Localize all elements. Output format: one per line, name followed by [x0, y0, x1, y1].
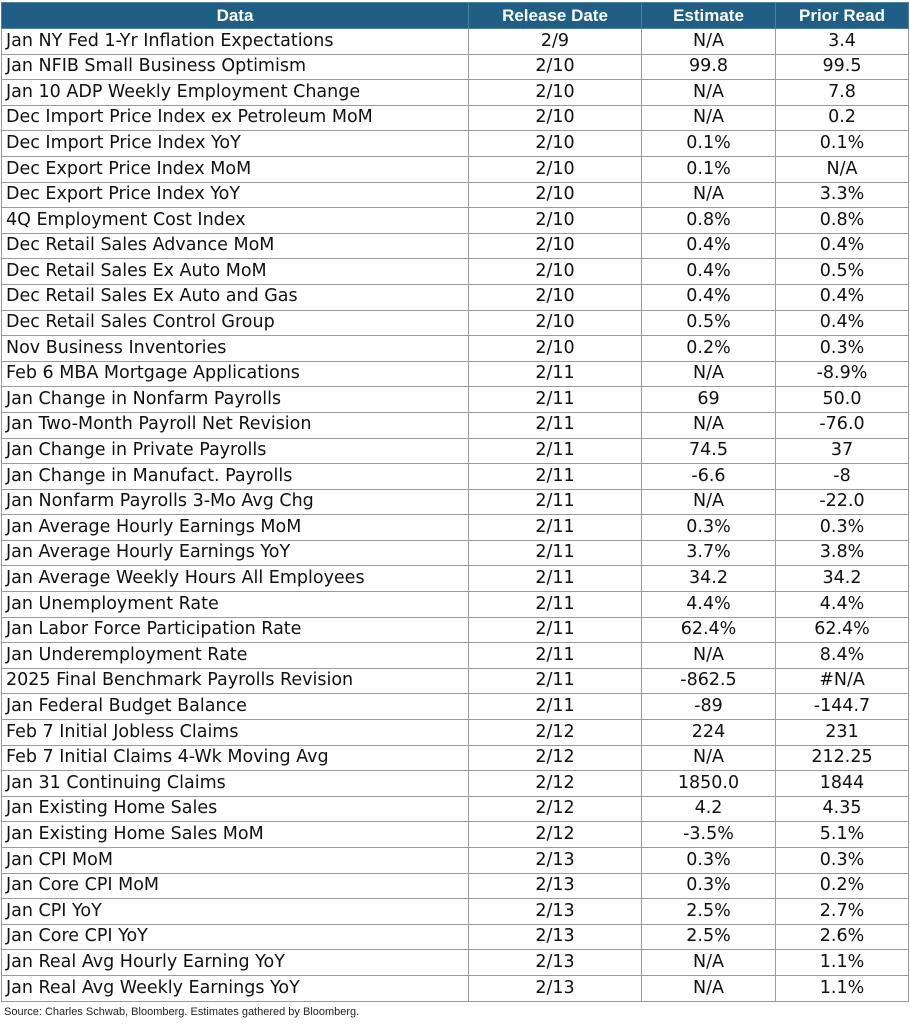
- cell-prior-read: 8.4%: [776, 643, 909, 669]
- table-row: [2, 975, 909, 1001]
- table-row: [2, 822, 909, 848]
- cell-data: Feb 7 Initial Claims 4-Wk Moving Avg: [2, 745, 469, 771]
- cell-release-date: 2/10: [469, 284, 642, 310]
- cell-prior-read: 2.7%: [776, 899, 909, 925]
- cell-estimate: 0.4%: [642, 233, 776, 259]
- cell-data: Jan Labor Force Participation Rate: [2, 617, 469, 643]
- table-row: [2, 617, 909, 643]
- cell-release-date: 2/13: [469, 975, 642, 1001]
- cell-data: Jan Underemployment Rate: [2, 643, 469, 669]
- cell-prior-read: 0.3%: [776, 515, 909, 541]
- cell-estimate: 0.5%: [642, 310, 776, 336]
- cell-prior-read: 0.2: [776, 105, 909, 131]
- cell-estimate: N/A: [642, 950, 776, 976]
- cell-prior-read: 0.3%: [776, 848, 909, 874]
- cell-estimate: 3.7%: [642, 540, 776, 566]
- cell-release-date: 2/10: [469, 336, 642, 362]
- cell-data: Jan Unemployment Rate: [2, 592, 469, 618]
- cell-data: Jan CPI YoY: [2, 899, 469, 925]
- table-row: [2, 899, 909, 925]
- cell-release-date: 2/12: [469, 822, 642, 848]
- table-row: [2, 105, 909, 131]
- table-row: [2, 540, 909, 566]
- cell-prior-read: 3.3%: [776, 182, 909, 208]
- cell-estimate: 4.4%: [642, 592, 776, 618]
- cell-data: Jan Change in Nonfarm Payrolls: [2, 387, 469, 413]
- cell-data: Jan 10 ADP Weekly Employment Change: [2, 80, 469, 106]
- cell-estimate: 224: [642, 720, 776, 746]
- cell-prior-read: 4.35: [776, 796, 909, 822]
- table-row: [2, 515, 909, 541]
- cell-estimate: 0.2%: [642, 336, 776, 362]
- cell-data: Dec Export Price Index MoM: [2, 156, 469, 182]
- table-row: [2, 745, 909, 771]
- cell-prior-read: 37: [776, 438, 909, 464]
- cell-prior-read: 1.1%: [776, 950, 909, 976]
- cell-estimate: 74.5: [642, 438, 776, 464]
- table-row: [2, 361, 909, 387]
- cell-data: Jan Average Weekly Hours All Employees: [2, 566, 469, 592]
- cell-estimate: N/A: [642, 182, 776, 208]
- cell-data: Jan CPI MoM: [2, 848, 469, 874]
- cell-prior-read: 99.5: [776, 54, 909, 80]
- cell-data: Feb 7 Initial Jobless Claims: [2, 720, 469, 746]
- cell-prior-read: 212.25: [776, 745, 909, 771]
- cell-data: Jan Core CPI YoY: [2, 924, 469, 950]
- table-row: [2, 54, 909, 80]
- cell-estimate: N/A: [642, 643, 776, 669]
- cell-data: Jan Change in Manufact. Payrolls: [2, 464, 469, 490]
- cell-estimate: N/A: [642, 80, 776, 106]
- source-note: Source: Charles Schwab, Bloomberg. Estimates gathered by Bloomberg.: [4, 1006, 360, 1018]
- table-row: [2, 771, 909, 797]
- cell-estimate: 0.8%: [642, 208, 776, 234]
- cell-data: 4Q Employment Cost Index: [2, 208, 469, 234]
- cell-estimate: -862.5: [642, 668, 776, 694]
- cell-data: Jan NY Fed 1-Yr Inflation Expectations: [2, 29, 469, 55]
- cell-release-date: 2/11: [469, 617, 642, 643]
- cell-release-date: 2/10: [469, 208, 642, 234]
- table-row: [2, 336, 909, 362]
- cell-estimate: 0.1%: [642, 156, 776, 182]
- cell-prior-read: 3.4: [776, 29, 909, 55]
- cell-estimate: 2.5%: [642, 899, 776, 925]
- cell-release-date: 2/13: [469, 924, 642, 950]
- cell-release-date: 2/12: [469, 796, 642, 822]
- cell-release-date: 2/11: [469, 412, 642, 438]
- cell-release-date: 2/11: [469, 361, 642, 387]
- cell-data: Jan Average Hourly Earnings YoY: [2, 540, 469, 566]
- cell-release-date: 2/10: [469, 233, 642, 259]
- table-row: [2, 156, 909, 182]
- cell-estimate: 2.5%: [642, 924, 776, 950]
- table-row: [2, 284, 909, 310]
- cell-release-date: 2/11: [469, 694, 642, 720]
- table-row: [2, 182, 909, 208]
- cell-data: Jan NFIB Small Business Optimism: [2, 54, 469, 80]
- cell-estimate: 0.3%: [642, 873, 776, 899]
- cell-prior-read: 34.2: [776, 566, 909, 592]
- cell-data: Dec Retail Sales Ex Auto MoM: [2, 259, 469, 285]
- cell-estimate: N/A: [642, 29, 776, 55]
- cell-prior-read: -144.7: [776, 694, 909, 720]
- cell-estimate: 0.3%: [642, 515, 776, 541]
- cell-prior-read: 0.5%: [776, 259, 909, 285]
- cell-estimate: N/A: [642, 975, 776, 1001]
- cell-data: Jan 31 Continuing Claims: [2, 771, 469, 797]
- cell-data: Dec Import Price Index ex Petroleum MoM: [2, 105, 469, 131]
- economic-calendar-table: [1, 2, 909, 1002]
- cell-prior-read: 0.4%: [776, 233, 909, 259]
- cell-prior-read: 231: [776, 720, 909, 746]
- cell-release-date: 2/9: [469, 29, 642, 55]
- cell-release-date: 2/11: [469, 643, 642, 669]
- cell-release-date: 2/12: [469, 745, 642, 771]
- cell-release-date: 2/13: [469, 899, 642, 925]
- cell-estimate: 4.2: [642, 796, 776, 822]
- cell-prior-read: 1844: [776, 771, 909, 797]
- cell-estimate: -89: [642, 694, 776, 720]
- cell-release-date: 2/11: [469, 540, 642, 566]
- cell-release-date: 2/11: [469, 387, 642, 413]
- cell-data: Jan Average Hourly Earnings MoM: [2, 515, 469, 541]
- cell-prior-read: 1.1%: [776, 975, 909, 1001]
- table-row: [2, 233, 909, 259]
- table-row: [2, 694, 909, 720]
- header-estimate: Estimate: [642, 3, 776, 29]
- cell-release-date: 2/10: [469, 182, 642, 208]
- cell-release-date: 2/13: [469, 848, 642, 874]
- cell-data: Jan Federal Budget Balance: [2, 694, 469, 720]
- header-prior-read: Prior Read: [776, 3, 909, 29]
- table-row: [2, 208, 909, 234]
- cell-release-date: 2/11: [469, 464, 642, 490]
- cell-estimate: 0.4%: [642, 259, 776, 285]
- cell-estimate: 0.1%: [642, 131, 776, 157]
- cell-data: Dec Retail Sales Ex Auto and Gas: [2, 284, 469, 310]
- cell-release-date: 2/10: [469, 156, 642, 182]
- cell-estimate: 0.3%: [642, 848, 776, 874]
- cell-prior-read: 62.4%: [776, 617, 909, 643]
- cell-release-date: 2/11: [469, 438, 642, 464]
- cell-release-date: 2/10: [469, 310, 642, 336]
- cell-estimate: N/A: [642, 105, 776, 131]
- cell-release-date: 2/12: [469, 771, 642, 797]
- cell-data: Dec Retail Sales Advance MoM: [2, 233, 469, 259]
- cell-data: Nov Business Inventories: [2, 336, 469, 362]
- cell-release-date: 2/11: [469, 515, 642, 541]
- cell-data: Jan Existing Home Sales: [2, 796, 469, 822]
- cell-estimate: 1850.0: [642, 771, 776, 797]
- cell-data: Jan Existing Home Sales MoM: [2, 822, 469, 848]
- cell-prior-read: 0.3%: [776, 336, 909, 362]
- table-row: [2, 489, 909, 515]
- cell-prior-read: 7.8: [776, 80, 909, 106]
- cell-prior-read: 4.4%: [776, 592, 909, 618]
- cell-release-date: 2/13: [469, 950, 642, 976]
- cell-release-date: 2/10: [469, 105, 642, 131]
- cell-release-date: 2/11: [469, 566, 642, 592]
- cell-prior-read: 0.4%: [776, 284, 909, 310]
- cell-data: Jan Nonfarm Payrolls 3-Mo Avg Chg: [2, 489, 469, 515]
- table-row: [2, 592, 909, 618]
- cell-estimate: 99.8: [642, 54, 776, 80]
- cell-estimate: -6.6: [642, 464, 776, 490]
- table-row: [2, 873, 909, 899]
- cell-data: Jan Core CPI MoM: [2, 873, 469, 899]
- cell-estimate: 62.4%: [642, 617, 776, 643]
- table-row: [2, 80, 909, 106]
- cell-estimate: 69: [642, 387, 776, 413]
- cell-data: Jan Change in Private Payrolls: [2, 438, 469, 464]
- table-row: [2, 796, 909, 822]
- cell-prior-read: 2.6%: [776, 924, 909, 950]
- cell-prior-read: 0.2%: [776, 873, 909, 899]
- header-row: [2, 3, 909, 29]
- cell-prior-read: -8: [776, 464, 909, 490]
- table-row: [2, 438, 909, 464]
- cell-data: Dec Import Price Index YoY: [2, 131, 469, 157]
- cell-prior-read: -76.0: [776, 412, 909, 438]
- cell-release-date: 2/13: [469, 873, 642, 899]
- cell-estimate: 34.2: [642, 566, 776, 592]
- table-row: [2, 131, 909, 157]
- header-data: Data: [2, 3, 469, 29]
- table-row: [2, 720, 909, 746]
- cell-data: Dec Retail Sales Control Group: [2, 310, 469, 336]
- cell-release-date: 2/11: [469, 592, 642, 618]
- table-row: [2, 950, 909, 976]
- table-row: [2, 259, 909, 285]
- table-row: [2, 668, 909, 694]
- cell-release-date: 2/10: [469, 80, 642, 106]
- cell-prior-read: 0.8%: [776, 208, 909, 234]
- cell-data: Jan Real Avg Weekly Earnings YoY: [2, 975, 469, 1001]
- cell-release-date: 2/10: [469, 259, 642, 285]
- table-row: [2, 643, 909, 669]
- cell-prior-read: 0.4%: [776, 310, 909, 336]
- table-row: [2, 566, 909, 592]
- cell-data: Feb 6 MBA Mortgage Applications: [2, 361, 469, 387]
- cell-data: Jan Real Avg Hourly Earning YoY: [2, 950, 469, 976]
- table-row: [2, 924, 909, 950]
- table-row: [2, 412, 909, 438]
- cell-data: Dec Export Price Index YoY: [2, 182, 469, 208]
- cell-release-date: 2/10: [469, 54, 642, 80]
- cell-prior-read: 0.1%: [776, 131, 909, 157]
- cell-data: Jan Two-Month Payroll Net Revision: [2, 412, 469, 438]
- cell-release-date: 2/12: [469, 720, 642, 746]
- table-row: [2, 464, 909, 490]
- cell-prior-read: -22.0: [776, 489, 909, 515]
- cell-estimate: N/A: [642, 361, 776, 387]
- cell-estimate: -3.5%: [642, 822, 776, 848]
- cell-estimate: N/A: [642, 412, 776, 438]
- cell-data: 2025 Final Benchmark Payrolls Revision: [2, 668, 469, 694]
- table-row: [2, 387, 909, 413]
- cell-release-date: 2/11: [469, 489, 642, 515]
- table-row: [2, 29, 909, 55]
- cell-release-date: 2/11: [469, 668, 642, 694]
- table-row: [2, 310, 909, 336]
- cell-prior-read: #N/A: [776, 668, 909, 694]
- cell-estimate: N/A: [642, 489, 776, 515]
- cell-prior-read: N/A: [776, 156, 909, 182]
- cell-release-date: 2/10: [469, 131, 642, 157]
- table-row: [2, 848, 909, 874]
- cell-estimate: 0.4%: [642, 284, 776, 310]
- cell-prior-read: 50.0: [776, 387, 909, 413]
- cell-estimate: N/A: [642, 745, 776, 771]
- header-release-date: Release Date: [469, 3, 642, 29]
- cell-prior-read: 5.1%: [776, 822, 909, 848]
- cell-prior-read: -8.9%: [776, 361, 909, 387]
- cell-prior-read: 3.8%: [776, 540, 909, 566]
